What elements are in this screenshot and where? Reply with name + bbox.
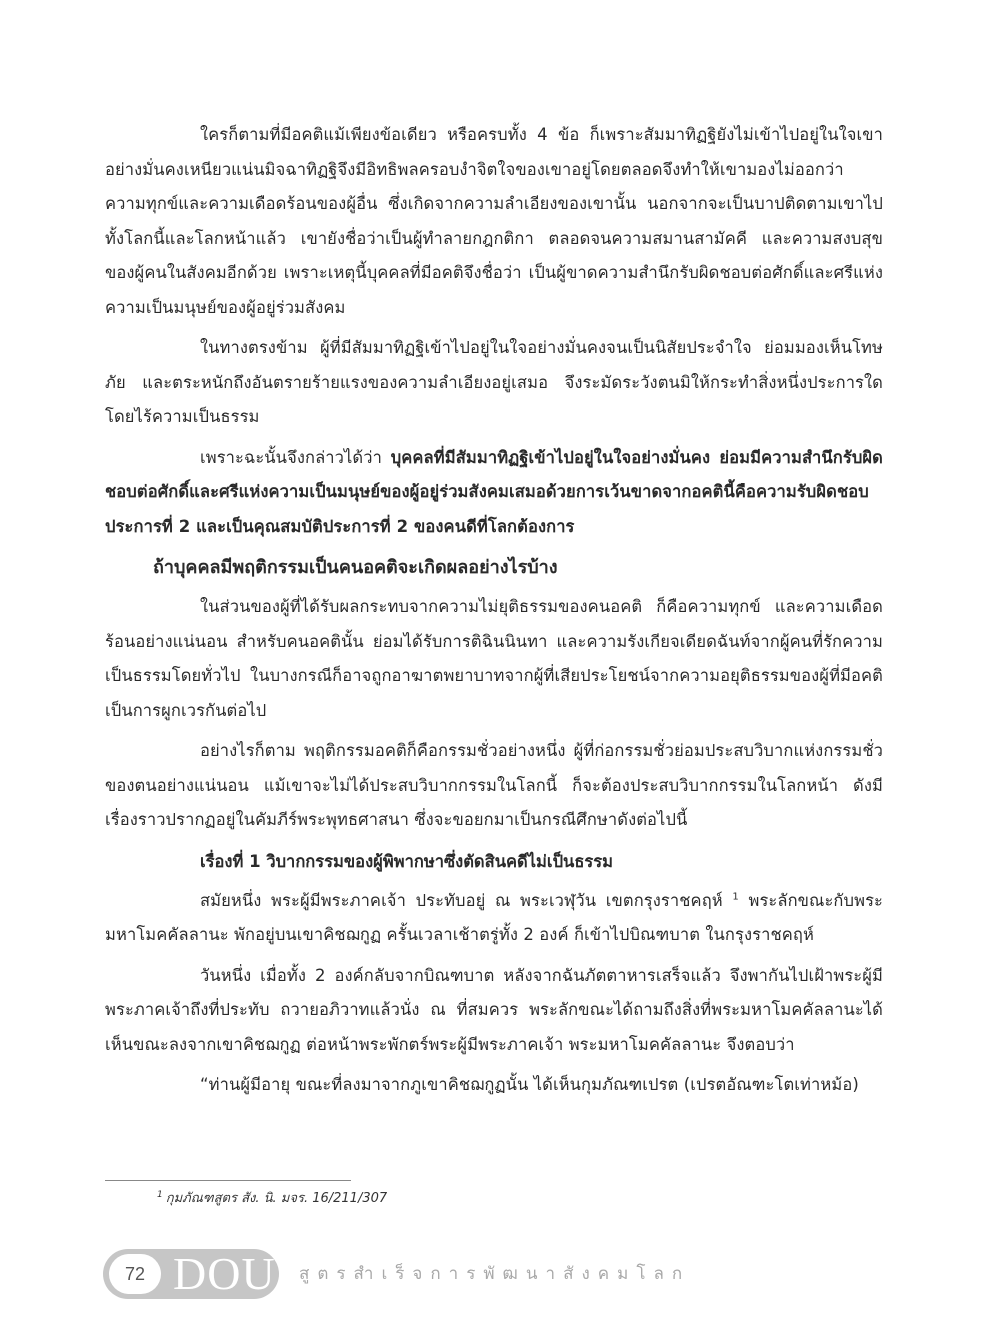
page-body <box>105 118 883 1109</box>
paragraph-5: อย่างไรก็ตาม พฤติกรรมอคติก็คือกรรมชั่วอย่างหนึ่ง ผู้ที่ก่อกรรมชั่วย่อมประสบวิบากแห่งกรรมชั่วของตนอย่างแน่นอน แม้เขาจะไม่ได้ประสบวิบากกรรมในโลกนี้ ก็จะต้องประสบวิบากกรรมในโลกหน้า ดังมีเรื่องราวปรากฏอยู่ในคัมภีร์พระพุทธศาสนา ซึ่งจะขอยกมาเป็นกรณีศึกษาดังต่อไปนี้ <box>105 741 883 829</box>
book-title: สูตรสำเร็จการพัฒนาสังคมโลก <box>299 1264 691 1284</box>
dou-logo: DOU <box>173 1248 276 1299</box>
paragraph-2: ในทางตรงข้าม ผู้ที่มีสัมมาทิฏฐิเข้าไปอยู่ในใจอย่างมั่นคงจนเป็นนิสัยประจำใจ ย่อมมองเห็นโทษภัย และตระหนักถึงอันตรายร้ายแรงของความลำเอียงอยู่เสมอ จึงระมัดระวังตนมิให้กระทำสิ่งหนึ่งประการใดโดยไร้ความเป็นธรรม <box>105 338 883 426</box>
page-footer <box>103 1249 703 1299</box>
footnote-text: กุมภัณฑสูตร สัง. นิ. มจร. 16/211/307 <box>165 1191 388 1206</box>
paragraph-3-emphasis: บุคคลที่มีสัมมาทิฏฐิเข้าไปอยู่ในใจอย่างมั่นคง ย่อมมีความสำนึกรับผิดชอบต่อศักดิ์และศรีแห่งความเป็นมนุษย์ของผู้อยู่ร่วมสังคมเสมอด้วยการเว้นขาดจากอคตินี้คือความรับผิดชอบประการที่ 2 และเป็นคุณสมบัติประการที่ 2 ของคนดีที่โลกต้องการ <box>105 447 884 536</box>
paragraph-3 <box>105 441 883 545</box>
footnote-reference[interactable]: 1 <box>732 891 739 902</box>
footnote <box>157 1189 387 1209</box>
paragraph-7: วันหนึ่ง เมื่อทั้ง 2 องค์กลับจากบิณฑบาต หลังจากฉันภัตตาหารเสร็จแล้ว จึงพากันไปเฝ้าพระผู้มีพระภาคเจ้าถึงที่ประทับ ถวายอภิวาทแล้วนั่ง ณ ที่สมควร พระลักขณะได้ถามถึงสิ่งที่พระมหาโมคคัลลานะได้เห็นขณะลงจากเขาคิชฌกูฏ ต่อหน้าพระพักตร์พระผู้มีพระภาคเจ้า พระมหาโมคคัลลานะ จึงตอบว่า <box>105 965 883 1054</box>
paragraph-3-lead: เพราะฉะนั้นจึงกล่าวได้ว่า <box>200 447 391 467</box>
footnote-number: 1 <box>157 1189 163 1200</box>
paragraph-1: ใครก็ตามที่มีอคติแม้เพียงข้อเดียว หรือครบทั้ง 4 ข้อ ก็เพราะสัมมาทิฏฐิยังไม่เข้าไปอยู่ในใจเขาอย่างมั่นคงเหนียวแน่นมิจฉาทิฏฐิจึงมีอิทธิพลครอบงำจิตใจของเขาอยู่โดยตลอดจึงทำให้เขามองไม่ออกว่าความทุกข์และความเดือดร้อนของผู้อื่น ซึ่งเกิดจากความลำเอียงของเขานั้น นอกจากจะเป็นบาปติดตามเขาไปทั้งโลกนี้และโลกหน้าแล้ว เขายังชื่อว่าเป็นผู้ทำลายกฎกติกา ตลอดจนความสมานสามัคคี และความสงบสุขของผู้คนในสังคมอีกด้วย เพราะเหตุนี้บุคคลที่มีอคติจึงชื่อว่า เป็นผู้ขาดความสำนึกรับผิดชอบต่อศักดิ์และศรีแห่งความเป็นมนุษย์ของผู้อยู่ร่วมสังคม <box>105 125 883 317</box>
paragraph-6-start: สมัยหนึ่ง พระผู้มีพระภาคเจ้า ประทับอยู่ ณ พระเวฬุวัน เขตกรุงราชคฤห์ <box>200 890 733 910</box>
paragraph-8: “ท่านผู้มีอายุ ขณะที่ลงมาจากภูเขาคิชฌกูฏนั้น ได้เห็นกุมภัณฑเปรต (เปรตอัณฑะโตเท่าหม้อ) <box>200 1075 859 1094</box>
footer-badge <box>103 1249 279 1299</box>
paragraph-6-end: พระลักขณะกับพระมหาโมคคัลลานะ พักอยู่บนเขาคิชฌกูฏ ครั้นเวลาเช้าตรู่ทั้ง 2 องค์ ก็เข้าไปบิณฑบาต ในกรุงราชคฤห์ <box>105 890 883 944</box>
paragraph-4: ในส่วนของผู้ที่ได้รับผลกระทบจากความไม่ยุติธรรมของคนอคติ ก็คือความทุกข์ และความเดือดร้อนอย่างแน่นอน สำหรับคนอคตินั้น ย่อมได้รับการติฉินนินทา และความรังเกียจเดียดฉันท์จากผู้คนที่รักความเป็นธรรมโดยทั่วไป ในบางกรณีก็อาจถูกอาฆาตพยาบาทจากผู้ที่เสียประโยชน์จากความอยุติธรรมของผู้ที่มีอคติเป็นการผูกเวรกันต่อไป <box>105 597 883 720</box>
page-number: 72 <box>109 1254 161 1294</box>
paragraph-6 <box>105 884 883 953</box>
section-heading: ถ้าบุคคลมีพฤติกรรมเป็นคนอคติจะเกิดผลอย่างไรบ้าง <box>153 557 558 578</box>
story-heading: เรื่องที่ 1 วิบากกรรมของผู้พิพากษาซึ่งตัดสินคดีไม่เป็นธรรม <box>200 851 613 871</box>
footnote-divider <box>105 1180 351 1181</box>
